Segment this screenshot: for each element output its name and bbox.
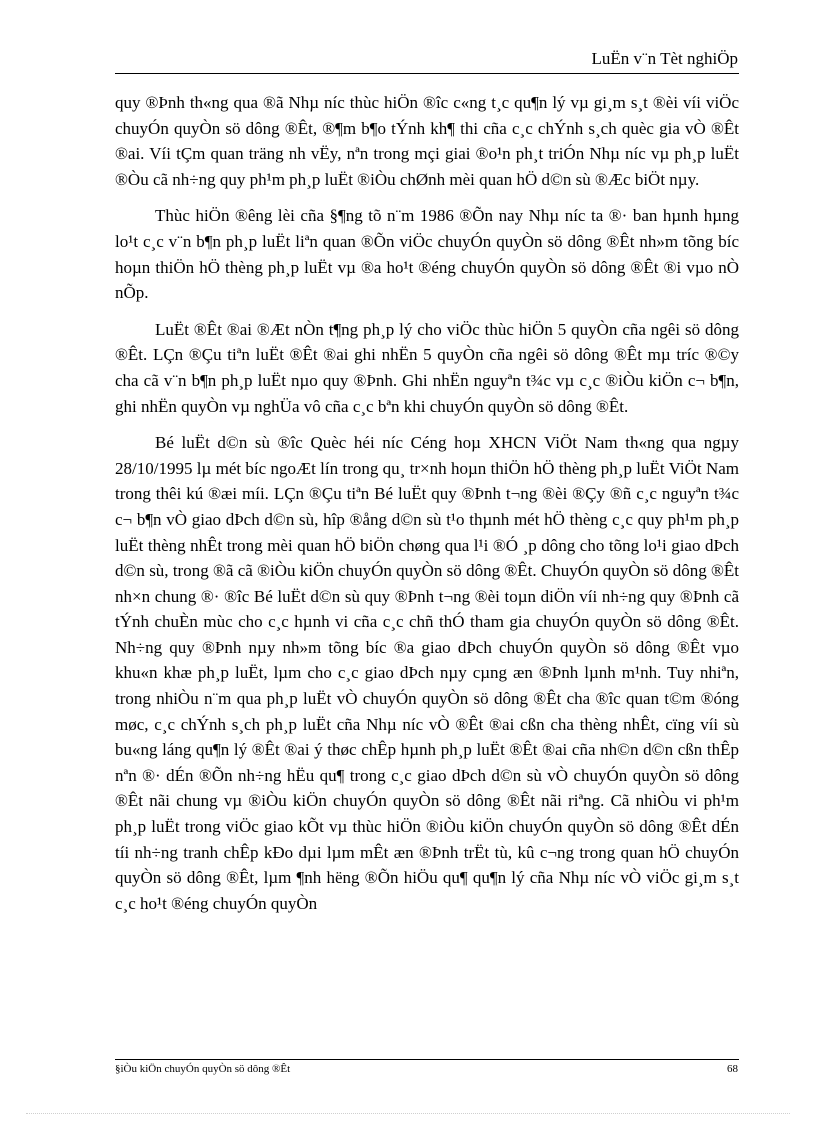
page-edge-guide <box>26 1113 790 1114</box>
running-header-title: LuËn v¨n Tèt nghiÖp <box>591 49 738 68</box>
paragraph: Bé luËt d©n sù ®îc Quèc héi níc Céng hoµ XHCN ViÖt Nam th«ng qua ngµy 28/10/1995 lµ mét bíc ngoÆt lín trong qu¸ tr×nh hoµn thiÖn hÖ thèng ph¸p luËt ViÖt Nam trong thêi kú ®æi míi. LÇn ®Çu tiªn Bé luËt quy ®Þnh t¬ng ®èi ®Çy ®ñ c¸c nguyªn t¾c c¬ b¶n vÒ giao dÞch d©n sù, hîp ®ång d©n sù t¹o thµnh mét hÖ thèng c¸c quy ph¹m ph¸p luËt thèng nhÊt trong mèi quan hÖ biÖn chøng qua l¹i ®Ó ¸p dông cho tõng lo¹i giao dÞch d©n sù, trong ®ã cã ®iÒu kiÖn chuyÓn quyÒn sö dông ®Êt. ChuyÓn quyÒn sö dông ®Êt nh×n chung ®· ®îc Bé luËt d©n sù quy ®Þnh t¬ng ®èi toµn diÖn víi nh÷ng quy ®Þnh cã tÝnh chuÈn mùc cho c¸c hµnh vi cña c¸c chñ thÓ tham gia chuyÓn quyÒn sö dông ®Êt. Nh÷ng quy ®Þnh nµy nh»m tõng bíc ®a giao dÞch chuyÓn quyÒn sö dông ®Êt vµo khu«n khæ ph¸p luËt, lµm cho c¸c giao dÞch nµy cµng æn ®Þnh lµnh m¹nh. Tuy nhiªn, trong nhiÒu n¨m qua ph¸p luËt vÒ chuyÓn quyÒn sö dông ®Êt cha ®îc quan t©m ®óng møc, c¸c chÝnh s¸ch ph¸p luËt cña Nhµ níc vÒ ®Êt ®ai cßn cha thèng nhÊt, cïng víi sù bu«ng láng qu¶n lý ®Êt ®ai ý thøc chÊp hµnh ph¸p luËt ®Êt ®ai cña nh©n d©n cßn thÊp nªn ®· dÉn ®Õn nh÷ng hËu qu¶ trong c¸c giao dÞch d©n sù vÒ chuyÓn quyÒn sö dông ®Êt nãi chung vµ ®iÒu kiÖn chuyÓn quyÒn sö dông ®Êt nãi riªng. Cã nhiÒu vi ph¹m ph¸p luËt trong viÖc giao kÕt vµ thùc hiÖn ®iÒu kiÖn chuyÓn quyÒn sö dông ®Êt dÉn tíi nh÷ng tranh chÊp kÐo dµi lµm mÊt æn ®Þnh trËt tù, kû c¬ng trong quan hÖ chuyÓn quyÒn sö dông ®Êt, lµm ¶nh hëng ®Õn hiÖu qu¶ qu¶n lý cña Nhµ níc vÒ viÖc gi¸m s¸t c¸c ho¹t ®éng chuyÓn quyÒn <box>115 433 739 913</box>
body-text <box>115 90 739 927</box>
page-number: 68 <box>727 1063 738 1075</box>
paragraph: LuËt ®Êt ®ai ®Æt nÒn t¶ng ph¸p lý cho viÖc thùc hiÖn 5 quyÒn cña ngêi sö dông ®Êt. LÇn ®Çu tiªn luËt ®Êt ®ai ghi nhËn 5 quyÒn cña ngêi sö dông ®Êt mµ tríc ®©y cha cã v¨n b¶n ph¸p luËt nµo quy ®Þnh. Ghi nhËn nguyªn t¾c vµ c¸c ®iÒu kiÖn c¬ b¶n, ghi nhËn quyÒn vµ nghÜa vô cña c¸c bªn khi chuyÓn quyÒn sö dông ®Êt. <box>115 319 739 416</box>
paragraph-continuation: quy ®Þnh th«ng qua ®ã Nhµ níc thùc hiÖn ®îc c«ng t¸c qu¶n lý vµ gi¸m s¸t ®èi víi viÖc chuyÓn quyÒn sö dông ®Êt, ®¶m b¶o tÝnh kh¶ thi cña c¸c chÝnh s¸ch quèc gia vÒ ®Êt ®ai. Víi tÇm quan träng nh vËy, nªn trong mçi giai ®o¹n ph¸t triÓn Nhµ níc vµ ph¸p luËt ®Òu cã nh÷ng quy ph¹m ph¸p luËt ®iÒu chØnh mèi quan hÖ d©n sù ®Æc biÖt nµy. <box>115 93 739 189</box>
footer-title: §iÒu kiÖn chuyÓn quyÒn sö dông ®Êt <box>115 1063 291 1075</box>
footer-rule <box>115 1059 739 1060</box>
paragraph: Thùc hiÖn ®êng lèi cña §¶ng tõ n¨m 1986 ®Õn nay Nhµ níc ta ®· ban hµnh hµng lo¹t c¸c v¨n b¶n ph¸p luËt liªn quan ®Õn viÖc chuyÓn quyÒn sö dông ®Êt nh»m tõng bíc hoµn thiÖn hÖ thèng ph¸p luËt vµ ®a ho¹t ®éng chuyÓn quyÒn sö dông ®Êt ®i vµo nÒ nÕp. <box>115 206 739 303</box>
header-rule <box>115 73 739 74</box>
